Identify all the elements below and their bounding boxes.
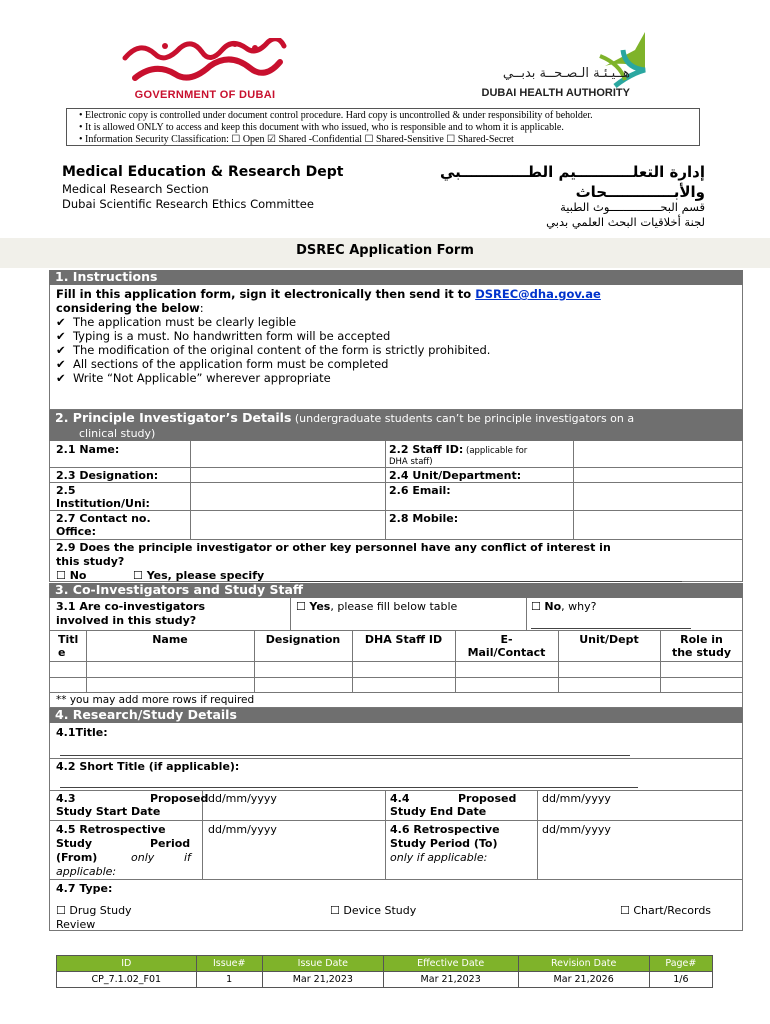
retro-from-label-5: only <box>131 851 155 864</box>
start-date-label: 4.3 <box>56 792 76 805</box>
staff-id-note: (applicable for <box>463 446 528 456</box>
section-name: Medical Research Section <box>62 182 209 196</box>
instruction-item <box>56 343 490 357</box>
section-2-note-2: clinical study) <box>79 427 156 440</box>
intro-colon: : <box>199 301 204 315</box>
notice-line-1: Electronic copy is controlled under document control procedure. Hard copy is uncontrolled & under responsibility of beholder. <box>85 110 593 121</box>
document-info-table <box>56 955 713 988</box>
study-type-label: 4.7 Type: <box>56 882 113 895</box>
pi-designation-label: 2.3 Designation: <box>56 469 159 482</box>
instruction-item <box>56 371 331 385</box>
no-why-line[interactable] <box>531 628 691 629</box>
check-icon: ✔ <box>56 315 66 329</box>
yes-rest-text: , please fill below table <box>330 600 458 613</box>
instruction-item <box>56 357 388 371</box>
retro-from-label-2: Study <box>56 837 93 850</box>
section-1-heading: 1. Instructions <box>49 270 743 285</box>
dha-name-arabic: هــيـئـة الـصـحــة بدبــي <box>502 66 630 81</box>
device-study-checkbox[interactable]: ☐ Device Study <box>330 904 417 917</box>
ar-title-line-1: إدارة التعلـــــــــــيم الطـــــــــــــبي <box>439 163 705 181</box>
conflict-specify-line[interactable] <box>290 581 682 582</box>
col-designation-header: Designation <box>265 633 341 646</box>
coinvestigator-question: 3.1 Are co-investigators <box>56 600 206 613</box>
yes-text: Yes <box>309 600 331 613</box>
footer-issue-header: Issue# <box>196 956 262 972</box>
section-2-note: (undergraduate students can’t be principle investigators on a <box>291 412 635 425</box>
pi-name-label: 2.1 Name: <box>56 443 120 456</box>
email-link[interactable]: DSREC@dha.gov.ae <box>475 287 601 301</box>
dha-name: DUBAI HEALTH AUTHORITY <box>481 87 630 99</box>
retro-to-label: 4.6 Retrospective <box>390 823 500 836</box>
ar-title-line-2: والأبـــــــــــــحاث <box>575 183 705 201</box>
form-title: DSREC Application Form <box>0 238 770 268</box>
instruction-text: The application must be clearly legible <box>72 315 297 329</box>
footer-effective-date-value: Mar 21,2023 <box>383 972 518 988</box>
notice-line-3: Information Security Classification: ☐ Open ☑ Shared -Confidential ☐ Shared-Sensitive ☐ Shared-Secret <box>85 134 514 145</box>
end-date-label-3: Study End Date <box>390 805 487 818</box>
conflict-no-checkbox[interactable]: ☐ No <box>56 569 87 582</box>
study-title-label: 4.1Title: <box>56 726 108 739</box>
committee-name: Dubai Scientific Research Ethics Committee <box>62 197 314 211</box>
government-name: GOVERNMENT OF DUBAI <box>134 89 276 101</box>
pi-name-input[interactable] <box>191 442 384 466</box>
instructions-intro <box>56 287 601 301</box>
pi-institution-label: 2.5 <box>56 484 76 497</box>
col-role-header: Role in <box>680 633 723 646</box>
staff-id-text: 2.2 Staff ID: <box>389 443 464 456</box>
coinvestigator-no-checkbox[interactable] <box>531 600 596 613</box>
retro-from-label: 4.5 Retrospective <box>56 823 166 836</box>
no-text: No <box>544 600 562 613</box>
notice-line-2: It is allowed ONLY to access and keep this document with who issued, who is responsible and to whom it is applicable. <box>85 122 564 133</box>
section-name-arabic: قسم البحـــــــــــــــوث الطبية <box>560 200 705 214</box>
footer-revision-date-value: Mar 21,2026 <box>518 972 649 988</box>
footer-id-header: ID <box>57 956 197 972</box>
footer-id-value: CP_7.1.02_F01 <box>57 972 197 988</box>
start-date-label-3: Study Start Date <box>56 805 161 818</box>
col-unit-header: Unit/Dept <box>579 633 639 646</box>
retro-to-label-3: only if applicable: <box>390 851 488 864</box>
section-4-heading: 4. Research/Study Details <box>49 708 743 723</box>
no-rest-text: , why? <box>561 600 597 613</box>
footer-page-value: 1/6 <box>649 972 712 988</box>
retro-from-label-3: Period <box>150 837 191 850</box>
conflict-question-2: this study? <box>56 555 125 568</box>
footer-issue-date-value: Mar 21,2023 <box>262 972 383 988</box>
coinvestigator-question-2: involved in this study? <box>56 614 197 627</box>
pi-contact-label-2: Office: <box>56 525 96 538</box>
short-title-input[interactable] <box>60 787 638 788</box>
footer-page-header: Page# <box>649 956 712 972</box>
staff-id-note-2: DHA staff) <box>389 457 433 467</box>
checkbox-icon: ☐ <box>296 600 306 613</box>
instruction-text: Typing is a must. No handwritten form will be accepted <box>72 329 391 343</box>
pi-mobile-label: 2.8 Mobile: <box>389 512 459 525</box>
department-title-arabic <box>405 162 705 202</box>
end-date-label-2: Proposed <box>458 792 517 805</box>
retro-from-input[interactable]: dd/mm/yyyy <box>208 823 277 836</box>
instruction-text: The modification of the original content of the form is strictly prohibited. <box>72 343 491 357</box>
committee-name-arabic: لجنة أخلاقيات البحث العلمي بدبي <box>546 215 705 229</box>
section-2-heading <box>49 410 743 441</box>
retro-from-label-4: (From) <box>56 851 98 864</box>
retro-from-label-7: applicable: <box>56 865 117 878</box>
instruction-text: Write “Not Applicable” wherever appropriate <box>72 371 331 385</box>
col-title-header-2: e <box>58 646 66 659</box>
instruction-text: All sections of the application form must be completed <box>72 357 389 371</box>
col-email-header: E- <box>500 633 513 646</box>
section-3-heading: 3. Co-Investigators and Study Staff <box>49 583 743 598</box>
instruction-item <box>56 315 296 329</box>
conflict-question: 2.9 Does the principle investigator or other key personnel have any conflict of interest in <box>56 541 611 554</box>
retro-to-label-2: Study Period (To) <box>390 837 498 850</box>
add-rows-note: ** you may add more rows if required <box>56 694 255 706</box>
chart-records-checkbox[interactable]: ☐ Chart/Records <box>620 904 712 917</box>
intro-text: Fill in this application form, sign it electronically then send it to <box>56 287 476 301</box>
section-2-title: 2. Principle Investigator’s Details <box>55 410 292 425</box>
check-icon: ✔ <box>56 357 66 371</box>
checkbox-icon: ☐ <box>531 600 541 613</box>
footer-issue-value: 1 <box>196 972 262 988</box>
col-staff-id-header: DHA Staff ID <box>364 633 443 646</box>
intro-text-2: considering the below <box>56 301 200 315</box>
short-title-label: 4.2 Short Title (if applicable): <box>56 760 240 773</box>
end-date-label: 4.4 <box>390 792 410 805</box>
start-date-input[interactable]: dd/mm/yyyy <box>208 792 277 805</box>
study-title-input[interactable] <box>60 755 630 756</box>
pi-staff-id-input[interactable] <box>574 442 742 466</box>
instructions-intro-2 <box>56 301 204 315</box>
footer-issue-date-header: Issue Date <box>262 956 383 972</box>
footer-effective-date-header: Effective Date <box>383 956 518 972</box>
retro-from-label-6: if <box>184 851 191 864</box>
col-email-header-2: Mail/Contact <box>467 646 546 659</box>
coinvestigator-yes-checkbox[interactable] <box>296 600 457 613</box>
pi-email-label: 2.6 Email: <box>389 484 451 497</box>
check-icon: ✔ <box>56 343 66 357</box>
col-role-header-2: the study <box>671 646 732 659</box>
instruction-item <box>56 329 390 343</box>
pi-unit-label: 2.4 Unit/Department: <box>389 469 522 482</box>
end-date-input[interactable]: dd/mm/yyyy <box>542 792 611 805</box>
pi-contact-label: 2.7 Contact no. <box>56 512 151 525</box>
drug-study-checkbox[interactable]: ☐ Drug Study <box>56 904 132 917</box>
footer-revision-date-header: Revision Date <box>518 956 649 972</box>
conflict-yes-checkbox[interactable]: ☐ Yes, please specify <box>133 569 265 582</box>
department-title: Medical Education & Research Dept <box>62 164 344 180</box>
col-name-header: Name <box>152 633 188 646</box>
pi-institution-label-2: Institution/Uni: <box>56 497 150 510</box>
check-icon: ✔ <box>56 329 66 343</box>
col-title-header: Titl <box>58 633 79 646</box>
document-control-notice: • Electronic copy is controlled under document control procedure. Hard copy is uncontrolled & under responsibility of beholder. • It is allowed ONLY to access and keep this document with who issued, who is responsible and to whom it is applicable. • Information Security Classification: ☐ Open ☑ Shared -Confidential ☐ Shared-Sensitive ☐ Shared-Secret <box>66 108 700 146</box>
retro-to-input[interactable]: dd/mm/yyyy <box>542 823 611 836</box>
check-icon: ✔ <box>56 371 66 385</box>
drug-study-checkbox-2: Review <box>56 918 96 931</box>
start-date-label-2: Proposed <box>150 792 209 805</box>
